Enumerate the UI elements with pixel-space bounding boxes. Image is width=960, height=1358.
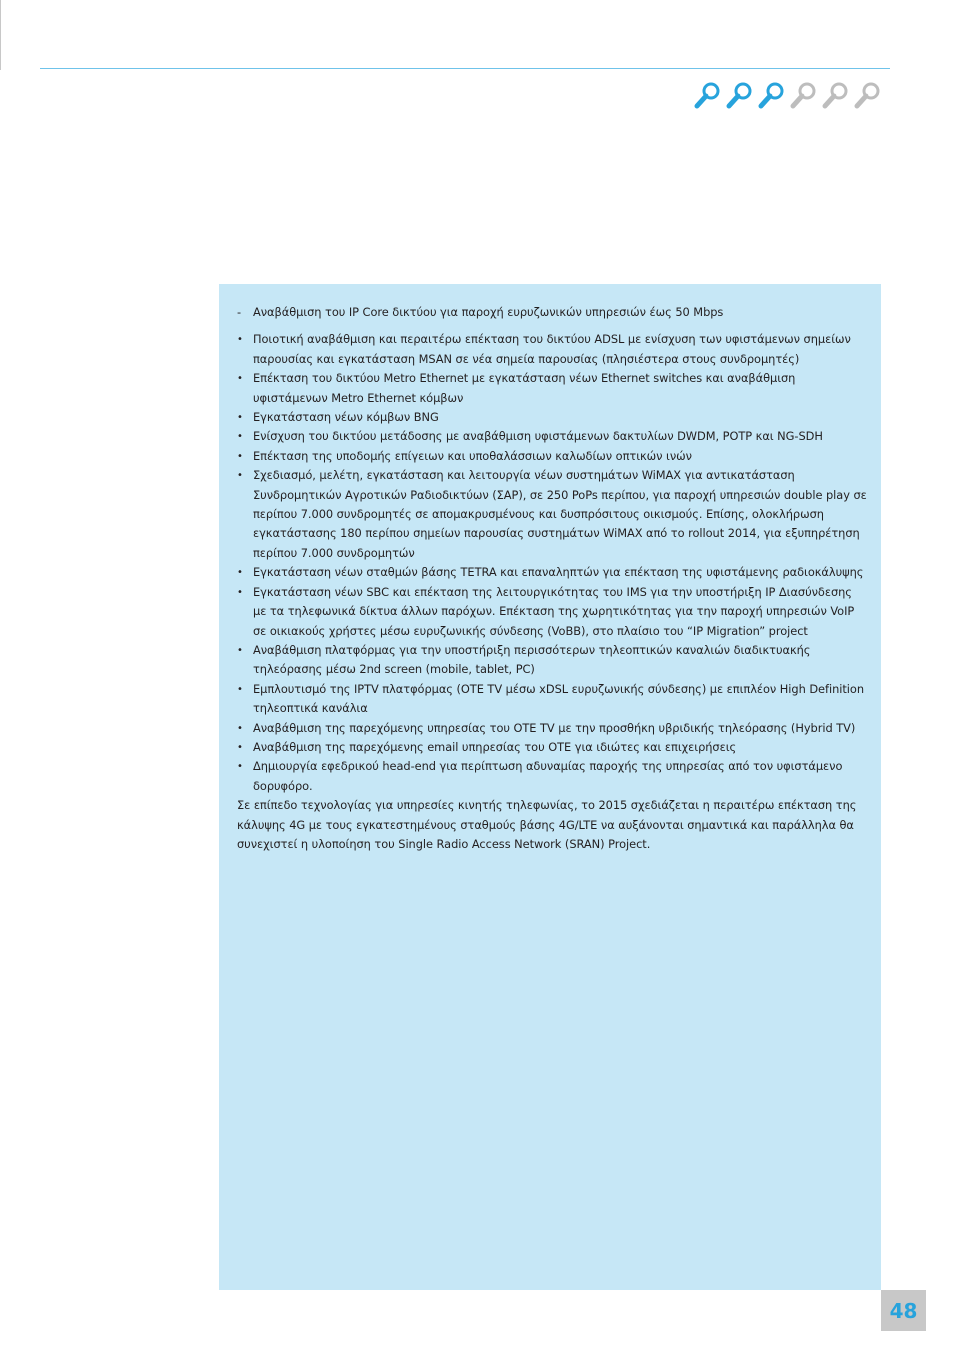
list-item bbox=[237, 427, 867, 446]
dash-marker: - bbox=[237, 305, 242, 319]
list-item-text: Εγκατάσταση νέων σταθμών βάσης TETRA και επαναληπτών για επέκταση της υφιστάμενης ραδιοκάλυψης bbox=[253, 565, 864, 580]
list-item-text: Αναβάθμιση της παρεχόμενης email υπηρεσίας του OTE για ιδιώτες και επιχειρήσεις bbox=[253, 739, 737, 754]
list-item bbox=[237, 330, 867, 369]
bullet-marker: • bbox=[237, 373, 243, 385]
list-item-text: Αναβάθμιση της παρεχόμενης υπηρεσίας του OTE TV με την προσθήκη υβριδικής τηλεόρασης (Hybrid TV) bbox=[253, 720, 856, 735]
bullet-marker: • bbox=[237, 470, 243, 482]
list-item bbox=[237, 719, 867, 738]
bullet-marker: • bbox=[237, 644, 243, 656]
list-item-text: Ποιοτική αναβάθμιση και περαιτέρω επέκταση του δικτύου ADSL με ενίσχυση των υφιστάμενων σημείων παρουσίας και εγκατάσταση MSAN σε νέα σημεία παρουσίας (πλησιέστερα στους συνδρομητές) bbox=[253, 332, 851, 366]
list-item-text: Εγκατάσταση νέων SBC και επέκταση της λειτουργικότητας του IMS για την υποστήριξη IP Διασύνδεσης με τα τηλεφωνικά δίκτυα άλλων παρόχων. Επέκταση της χωρητικότητας για την παροχή υπηρεσιών VoIP σε οικιακούς χρήστες μέσω ευρυζωνικής σύνδεσης (VoBB), στο πλαίσιο του “IP Migration” project bbox=[253, 584, 855, 638]
magnifier-icon bbox=[693, 80, 723, 110]
magnifier-icon bbox=[789, 80, 819, 110]
closing-paragraph: Σε επίπεδο τεχνολογίας για υπηρεσίες κινητής τηλεφωνίας, το 2015 σχεδιάζεται η περαιτέρω επέκταση της κάλυψης 4G με τους εγκατεστημένους σταθμούς βάσης 4G/LTE να αυξάνονται σημαντικά και παράλληλα θα συνεχιστεί η υλοποίηση του Single Radio Access Network (SRAN) Project. bbox=[237, 798, 857, 851]
bullet-marker: • bbox=[237, 412, 243, 424]
header-icon-row bbox=[693, 80, 883, 112]
bullet-list bbox=[237, 330, 867, 796]
magnifier-icon bbox=[757, 80, 787, 110]
bullet-marker: • bbox=[237, 586, 243, 598]
list-item bbox=[237, 447, 867, 466]
dash-item-text: Αναβάθμιση του IP Core δικτύου για παροχή ευρυζωνικών υπηρεσιών έως 50 Mbps bbox=[253, 305, 724, 319]
list-item bbox=[237, 369, 867, 408]
list-item bbox=[237, 738, 867, 757]
list-item bbox=[237, 408, 867, 427]
bullet-marker: • bbox=[237, 567, 243, 579]
magnifier-icon bbox=[821, 80, 851, 110]
bullet-marker: • bbox=[237, 683, 243, 695]
header-rule bbox=[40, 68, 890, 69]
list-item-text: Αναβάθμιση πλατφόρμας για την υποστήριξη περισσότερων τηλεοπτικών καναλιών διαδικτυακής τηλεόρασης μέσω 2nd screen (mobile, tablet, PC) bbox=[253, 642, 811, 677]
list-item bbox=[237, 641, 867, 680]
magnifier-icon bbox=[853, 80, 883, 110]
list-item-text: Επέκταση της υποδομής επίγειων και υποθαλάσσιων καλωδίων οπτικών ινών bbox=[253, 448, 692, 463]
page-number: 48 bbox=[881, 1290, 926, 1331]
bullet-marker: • bbox=[237, 450, 243, 462]
list-item-text: Επέκταση του δικτύου Metro Ethernet με εγκατάσταση νέων Ethernet switches και αναβάθμιση υφιστάμενων Metro Ethernet κόμβων bbox=[253, 371, 796, 405]
panel-content bbox=[237, 303, 867, 854]
bullet-marker: • bbox=[237, 334, 243, 346]
bullet-marker: • bbox=[237, 431, 243, 443]
crop-mark bbox=[0, 0, 1, 70]
list-item bbox=[237, 680, 867, 719]
list-item bbox=[237, 583, 867, 641]
list-item-text: Εμπλουτισμό της IPTV πλατφόρμας (OTE TV μέσω xDSL ευρυζωνικής σύνδεσης) με επιπλέον High Definition τηλεοπτικά κανάλια bbox=[253, 681, 864, 716]
list-item-text: Δημιουργία εφεδρικού head-end για περίπτωση αδυναμίας παροχής της υπηρεσίας από τον υφιστάμενο δορυφόρο. bbox=[253, 759, 843, 793]
list-item-text: Σχεδιασμό, μελέτη, εγκατάσταση και λειτουργία νέων συστημάτων WiMAX για αντικατάσταση Συνδρομητικών Αγροτικών Ραδιοδικτύων (ΣΑΡ), σε 250 PoPs περίπου, για παροχή υπηρεσιών double play σε περίπου 7.000 συνδρομητές σε απομακρυσμένους και δυσπρόσιτους οικισμούς. Επίσης, ολοκλήρωση εγκατάστασης 180 περίπου σημείων παρουσίας συστημάτων WiMAX από το rollout 2014, για εξυπηρέτηση περίπου 7.000 συνδρομητών bbox=[253, 468, 867, 560]
list-item bbox=[237, 757, 867, 796]
bullet-marker: • bbox=[237, 741, 243, 753]
magnifier-icon bbox=[725, 80, 755, 110]
bullet-marker: • bbox=[237, 722, 243, 734]
list-item bbox=[237, 466, 867, 563]
list-item-text: Ενίσχυση του δικτύου μετάδοσης με αναβάθμιση υφιστάμενων δακτυλίων DWDM, POTP και NG-SDH bbox=[253, 429, 823, 444]
list-item-text: Εγκατάσταση νέων κόμβων BNG bbox=[253, 410, 439, 425]
dash-list-item bbox=[237, 303, 867, 322]
bullet-marker: • bbox=[237, 761, 243, 773]
list-item bbox=[237, 563, 867, 582]
